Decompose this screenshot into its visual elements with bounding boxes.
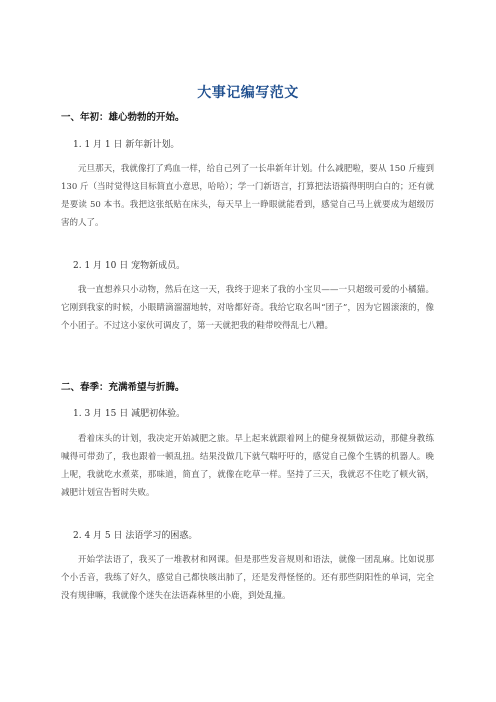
- section-heading-1: 一、年初：雄心勃勃的开始。: [61, 112, 185, 123]
- document-title: 大事记编写范文: [197, 85, 299, 101]
- item-heading-1-2: 2. 1 月 10 日 宠物新成员。: [73, 261, 186, 271]
- item-heading-2-2: 2. 4 月 5 日 法语学习的困惑。: [73, 531, 198, 541]
- section-heading-2: 二、春季：充满希望与折腾。: [61, 382, 185, 393]
- paragraph-2-2: 开始学法语了，我买了一堆教材和网课。但是那些发音规则和语法，就像一团乱麻。比如说那个小舌音，我练了好久，感觉自己都快咳出肺了，还是发得怪怪的。还有那些阴阳性的单词，完全没有规律嘛，我就像个迷失在法语森林里的小鹿，到处乱撞。: [61, 555, 434, 601]
- item-heading-1-1: 1. 1 月 1 日 新年新计划。: [73, 140, 180, 150]
- paragraph-2-1: 看着床头的计划，我决定开始减肥之旅。早上起来就跟着网上的健身视频做运动，那健身教练喊得可带劲了，我也跟着一顿乱扭。结果没做几下就气喘吁吁的，感觉自己像个生锈的机器人。晚上呢，我就吃水煮菜，那味道，简直了，就像在吃草一样。坚持了三天，我就忍不住吃了顿火锅，减肥计划宣告暂时失败。: [61, 434, 434, 498]
- item-heading-2-1: 1. 3 月 15 日 减肥初体验。: [73, 409, 186, 419]
- paragraph-1-2: 我一直想养只小动物，然后在这一天，我终于迎来了我的小宝贝——一只超级可爱的小橘猫。它刚到我家的时候，小眼睛滴溜溜地转，对啥都好奇。我给它取名叫“团子”，因为它圆滚滚的，像个小团子。不过这小家伙可调皮了，第一天就把我的鞋带咬得乱七八糟。: [61, 285, 434, 331]
- paragraph-1-1: 元旦那天，我就像打了鸡血一样，给自己列了一长串新年计划。什么减肥啦，要从 150 斤瘦到 130 斤（当时觉得这目标简直小意思，哈哈）；学一门新语言，打算把法语搞得明明白白的；还有就是要读 50 本书。我把这张纸贴在床头，每天早上一睁眼就能看到，感觉自己马上就要成为超级厉害的人了。: [61, 164, 434, 228]
